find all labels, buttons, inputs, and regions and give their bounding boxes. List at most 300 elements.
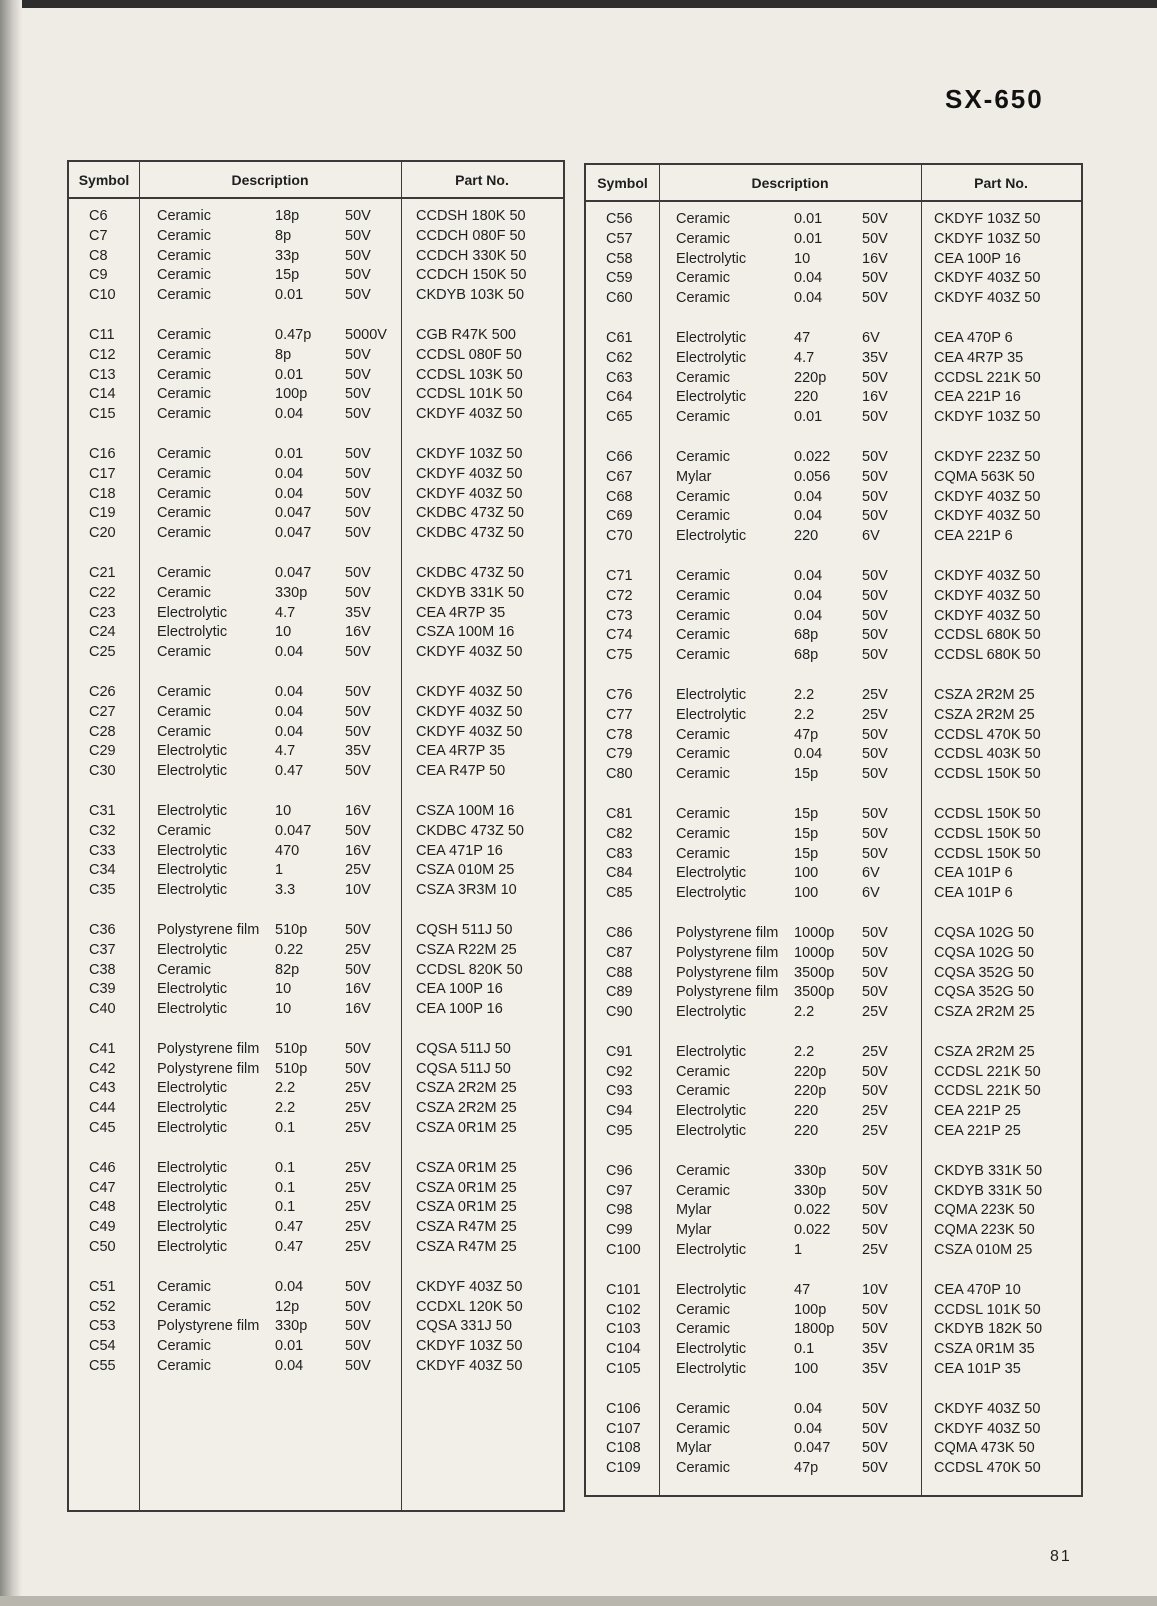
- table-body-left: [69, 199, 563, 1377]
- value-cell: 220: [794, 1123, 819, 1140]
- part-no-cell: CEA 470P 6: [934, 329, 1013, 346]
- table-row: [586, 349, 1081, 369]
- value-cell: 2.2: [275, 1080, 296, 1097]
- table-row: [586, 706, 1081, 726]
- type-cell: Ceramic: [157, 723, 211, 740]
- part-no-cell: CSZA 2R2M 25: [416, 1100, 517, 1117]
- voltage-cell: 25V: [345, 1199, 371, 1216]
- table-header: [586, 165, 1081, 202]
- value-cell: 1800p: [794, 1321, 835, 1338]
- voltage-cell: 50V: [345, 346, 371, 363]
- part-no-cell: CSZA 2R2M 25: [934, 686, 1035, 703]
- symbol-cell: C91: [606, 1043, 633, 1060]
- value-cell: 2.2: [794, 1043, 815, 1060]
- part-no-cell: CCDCH 150K 50: [416, 267, 527, 284]
- part-no-cell: CGB R47K 500: [416, 326, 516, 343]
- part-no-cell: CQSA 331J 50: [416, 1318, 512, 1335]
- voltage-cell: 50V: [862, 290, 888, 307]
- part-no-cell: CKDYF 403Z 50: [416, 1358, 523, 1375]
- symbol-cell: C44: [89, 1100, 116, 1117]
- voltage-cell: 50V: [345, 366, 371, 383]
- type-cell: Ceramic: [676, 448, 730, 465]
- voltage-cell: 5000V: [345, 326, 387, 343]
- symbol-cell: C11: [89, 326, 115, 343]
- value-cell: 47: [794, 1281, 811, 1298]
- type-cell: Polystyrene film: [676, 964, 779, 981]
- part-no-header: Part No.: [455, 172, 509, 188]
- table-row: [69, 1278, 563, 1298]
- table-row: [586, 1182, 1081, 1202]
- type-cell: Ceramic: [157, 406, 211, 423]
- type-cell: Electrolytic: [676, 1361, 747, 1378]
- row-group: [586, 1400, 1081, 1479]
- symbol-cell: C12: [89, 346, 116, 363]
- value-cell: 47: [794, 329, 811, 346]
- table-row: [69, 842, 563, 862]
- table-row: [69, 227, 563, 247]
- type-cell: Electrolytic: [676, 706, 747, 723]
- type-cell: Polystyrene film: [676, 924, 779, 941]
- table-row: [586, 1122, 1081, 1142]
- type-cell: Electrolytic: [157, 1001, 228, 1018]
- table-row: [69, 485, 563, 505]
- table-row: [69, 1218, 563, 1238]
- symbol-cell: C108: [606, 1440, 641, 1457]
- type-cell: Ceramic: [157, 465, 211, 482]
- type-cell: Ceramic: [676, 766, 730, 783]
- type-cell: Ceramic: [676, 230, 730, 247]
- type-cell: Electrolytic: [157, 1219, 228, 1236]
- table-row: [69, 504, 563, 524]
- part-no-cell: CKDYB 103K 50: [416, 287, 525, 304]
- row-group: [586, 567, 1081, 666]
- symbol-cell: C88: [606, 964, 633, 981]
- part-no-cell: CCDSL 221K 50: [934, 1083, 1041, 1100]
- part-no-cell: CEA 221P 16: [934, 389, 1021, 406]
- symbol-cell: C92: [606, 1063, 633, 1080]
- type-cell: Electrolytic: [676, 1341, 747, 1358]
- value-cell: 0.04: [794, 607, 823, 624]
- part-no-cell: CKDYF 403Z 50: [934, 488, 1041, 505]
- voltage-cell: 50V: [345, 1060, 371, 1077]
- symbol-cell: C28: [89, 723, 116, 740]
- value-cell: 510p: [275, 921, 308, 938]
- voltage-cell: 50V: [345, 1298, 371, 1315]
- value-cell: 0.01: [275, 287, 304, 304]
- table-row: [69, 623, 563, 643]
- part-no-cell: CKDYF 403Z 50: [934, 508, 1041, 525]
- table-row: [69, 1337, 563, 1357]
- table-row: [69, 604, 563, 624]
- type-cell: Polystyrene film: [157, 921, 260, 938]
- voltage-cell: 50V: [862, 984, 888, 1001]
- value-cell: 33p: [275, 247, 300, 264]
- type-cell: Ceramic: [676, 290, 730, 307]
- symbol-cell: C82: [606, 825, 633, 842]
- table-row: [69, 445, 563, 465]
- value-cell: 220p: [794, 369, 827, 386]
- part-no-cell: CEA 470P 10: [934, 1281, 1021, 1298]
- voltage-cell: 50V: [345, 703, 371, 720]
- table-row: [69, 1119, 563, 1139]
- table-row: [69, 643, 563, 663]
- type-cell: Electrolytic: [676, 250, 747, 267]
- type-cell: Ceramic: [676, 726, 730, 743]
- type-cell: Ceramic: [157, 326, 211, 343]
- table-row: [69, 881, 563, 901]
- voltage-cell: 10V: [345, 882, 371, 899]
- type-cell: Electrolytic: [157, 802, 228, 819]
- voltage-cell: 25V: [862, 1242, 888, 1259]
- symbol-cell: C18: [89, 485, 116, 502]
- symbol-cell: C22: [89, 584, 116, 601]
- table-row: [69, 921, 563, 941]
- part-no-cell: CSZA 0R1M 25: [416, 1120, 517, 1137]
- value-cell: 2.2: [794, 1004, 815, 1021]
- symbol-cell: C66: [606, 448, 633, 465]
- symbol-cell: C106: [606, 1400, 641, 1417]
- symbol-cell: C67: [606, 468, 633, 485]
- value-cell: 3.3: [275, 882, 296, 899]
- value-cell: 100p: [275, 386, 308, 403]
- row-group: [69, 326, 563, 425]
- value-cell: 1000p: [794, 944, 835, 961]
- voltage-cell: 50V: [345, 1040, 371, 1057]
- table-row: [69, 247, 563, 267]
- voltage-cell: 50V: [345, 227, 371, 244]
- voltage-cell: 16V: [345, 802, 371, 819]
- table-row: [586, 1400, 1081, 1420]
- voltage-cell: 10V: [862, 1281, 888, 1298]
- table-row: [586, 1082, 1081, 1102]
- table-body-right: [586, 202, 1081, 1479]
- table-row: [586, 924, 1081, 944]
- symbol-cell: C81: [606, 805, 633, 822]
- voltage-cell: 50V: [862, 1400, 888, 1417]
- value-cell: 100: [794, 885, 819, 902]
- voltage-cell: 50V: [862, 1420, 888, 1437]
- row-group: [586, 1281, 1081, 1380]
- table-row: [586, 983, 1081, 1003]
- part-no-cell: CKDYF 103Z 50: [416, 445, 523, 462]
- voltage-cell: 50V: [862, 1460, 888, 1477]
- voltage-cell: 50V: [862, 964, 888, 981]
- voltage-cell: 50V: [862, 1321, 888, 1338]
- value-cell: 10: [275, 1001, 292, 1018]
- part-no-cell: CEA R47P 50: [416, 763, 506, 780]
- value-cell: 0.01: [275, 366, 304, 383]
- symbol-cell: C101: [606, 1281, 641, 1298]
- part-no-cell: CKDYF 403Z 50: [934, 607, 1041, 624]
- part-no-cell: CEA 4R7P 35: [934, 349, 1024, 366]
- voltage-cell: 25V: [862, 1123, 888, 1140]
- voltage-cell: 50V: [862, 1083, 888, 1100]
- symbol-cell: C70: [606, 528, 633, 545]
- voltage-cell: 50V: [862, 1162, 888, 1179]
- table-row: [69, 326, 563, 346]
- part-no-cell: CQSH 511J 50: [416, 921, 513, 938]
- table-row: [586, 1162, 1081, 1182]
- type-cell: Electrolytic: [676, 885, 747, 902]
- value-cell: 4.7: [794, 349, 815, 366]
- symbol-cell: C102: [606, 1301, 641, 1318]
- table-row: [586, 329, 1081, 349]
- value-cell: 8p: [275, 227, 292, 244]
- type-cell: Ceramic: [157, 703, 211, 720]
- value-cell: 0.056: [794, 468, 831, 485]
- symbol-cell: C109: [606, 1460, 641, 1477]
- value-cell: 0.04: [275, 1278, 304, 1295]
- symbol-cell: C71: [606, 567, 633, 584]
- type-cell: Electrolytic: [157, 862, 228, 879]
- voltage-cell: 50V: [862, 587, 888, 604]
- type-cell: Electrolytic: [676, 1043, 747, 1060]
- table-row: [69, 723, 563, 743]
- symbol-cell: C46: [89, 1159, 116, 1176]
- table-row: [586, 745, 1081, 765]
- part-no-cell: CEA 101P 6: [934, 885, 1013, 902]
- table-row: [586, 884, 1081, 904]
- type-cell: Electrolytic: [676, 528, 747, 545]
- value-cell: 220: [794, 1103, 819, 1120]
- part-no-cell: CSZA 0R1M 25: [416, 1159, 517, 1176]
- voltage-cell: 50V: [345, 763, 371, 780]
- voltage-cell: 50V: [862, 805, 888, 822]
- symbol-cell: C94: [606, 1103, 633, 1120]
- part-no-cell: CCDXL 120K 50: [416, 1298, 523, 1315]
- type-cell: Mylar: [676, 468, 712, 485]
- symbol-cell: C74: [606, 627, 633, 644]
- table-row: [586, 646, 1081, 666]
- value-cell: 330p: [275, 584, 308, 601]
- type-cell: Electrolytic: [157, 882, 228, 899]
- table-row: [586, 250, 1081, 270]
- symbol-cell: C97: [606, 1182, 633, 1199]
- symbol-cell: C27: [89, 703, 116, 720]
- value-cell: 15p: [794, 825, 819, 842]
- type-cell: Electrolytic: [676, 1004, 747, 1021]
- table-row: [586, 448, 1081, 468]
- voltage-cell: 50V: [345, 208, 371, 224]
- part-no-cell: CSZA R22M 25: [416, 941, 517, 958]
- part-no-cell: CCDSL 221K 50: [934, 369, 1041, 386]
- voltage-cell: 50V: [862, 1222, 888, 1239]
- voltage-cell: 16V: [345, 624, 371, 641]
- symbol-cell: C95: [606, 1123, 633, 1140]
- table-row: [69, 1238, 563, 1258]
- voltage-cell: 50V: [862, 1182, 888, 1199]
- voltage-cell: 50V: [862, 369, 888, 386]
- symbol-cell: C45: [89, 1120, 116, 1137]
- symbol-cell: C37: [89, 941, 116, 958]
- voltage-cell: 25V: [862, 706, 888, 723]
- table-row: [586, 1420, 1081, 1440]
- type-cell: Ceramic: [676, 369, 730, 386]
- table-row: [69, 1159, 563, 1179]
- table-row: [69, 980, 563, 1000]
- value-cell: 8p: [275, 346, 292, 363]
- part-no-cell: CEA 471P 16: [416, 842, 503, 859]
- part-no-cell: CKDYF 403Z 50: [416, 644, 523, 661]
- voltage-cell: 50V: [862, 1301, 888, 1318]
- symbol-cell: C56: [606, 211, 633, 227]
- value-cell: 0.47: [275, 1239, 304, 1256]
- part-no-cell: CQMA 563K 50: [934, 468, 1035, 485]
- type-cell: Ceramic: [676, 627, 730, 644]
- part-no-cell: CKDYB 331K 50: [416, 584, 525, 601]
- description-header: Description: [231, 172, 309, 188]
- table-row: [586, 388, 1081, 408]
- parts-table-left: [67, 160, 565, 1512]
- part-no-cell: CQSA 511J 50: [416, 1060, 511, 1077]
- symbol-cell: C36: [89, 921, 116, 938]
- row-group: [69, 1278, 563, 1377]
- value-cell: 68p: [794, 627, 819, 644]
- symbol-cell: C72: [606, 587, 633, 604]
- type-cell: Mylar: [676, 1440, 712, 1457]
- table-row: [586, 1221, 1081, 1241]
- symbol-cell: C100: [606, 1242, 641, 1259]
- voltage-cell: 50V: [345, 267, 371, 284]
- value-cell: 0.04: [794, 1400, 823, 1417]
- part-no-cell: CKDYB 331K 50: [934, 1162, 1043, 1179]
- voltage-cell: 50V: [345, 485, 371, 502]
- table-row: [586, 1201, 1081, 1221]
- parts-table-right: [584, 163, 1083, 1497]
- type-cell: Electrolytic: [157, 1159, 228, 1176]
- voltage-cell: 50V: [345, 1358, 371, 1375]
- part-no-cell: CKDBC 473Z 50: [416, 822, 524, 839]
- row-group: [69, 921, 563, 1020]
- symbol-cell: C62: [606, 349, 633, 366]
- part-no-cell: CSZA 2R2M 25: [934, 706, 1035, 723]
- symbol-cell: C17: [89, 465, 116, 482]
- part-no-cell: CKDYF 403Z 50: [416, 406, 523, 423]
- voltage-cell: 35V: [345, 604, 371, 621]
- row-group: [69, 564, 563, 663]
- part-no-cell: CCDCH 330K 50: [416, 247, 527, 264]
- table-row: [69, 366, 563, 386]
- part-no-cell: CCDSL 101K 50: [416, 386, 523, 403]
- table-row: [586, 1063, 1081, 1083]
- value-cell: 0.047: [275, 564, 312, 581]
- value-cell: 4.7: [275, 743, 296, 760]
- part-no-cell: CKDYF 403Z 50: [416, 723, 523, 740]
- voltage-cell: 25V: [345, 1120, 371, 1137]
- symbol-cell: C77: [606, 706, 633, 723]
- type-cell: Ceramic: [157, 683, 211, 700]
- value-cell: 15p: [794, 805, 819, 822]
- symbol-cell: C32: [89, 822, 116, 839]
- part-no-cell: CCDCH 080F 50: [416, 227, 526, 244]
- value-cell: 1: [794, 1242, 803, 1259]
- voltage-cell: 50V: [862, 448, 888, 465]
- part-no-cell: CKDBC 473Z 50: [416, 525, 524, 542]
- symbol-cell: C38: [89, 961, 116, 978]
- type-cell: Ceramic: [157, 227, 211, 244]
- value-cell: 0.04: [275, 485, 304, 502]
- table-row: [69, 1040, 563, 1060]
- table-row: [586, 1281, 1081, 1301]
- symbol-cell: C33: [89, 842, 116, 859]
- table-row: [69, 266, 563, 286]
- voltage-cell: 50V: [345, 921, 371, 938]
- symbol-header: Symbol: [597, 175, 648, 191]
- table-row: [69, 1357, 563, 1377]
- voltage-cell: 50V: [862, 726, 888, 743]
- symbol-cell: C63: [606, 369, 633, 386]
- part-no-cell: CKDYB 331K 50: [934, 1182, 1043, 1199]
- value-cell: 330p: [794, 1182, 827, 1199]
- part-no-cell: CSZA 010M 25: [416, 862, 515, 879]
- symbol-cell: C85: [606, 885, 633, 902]
- voltage-cell: 50V: [345, 1338, 371, 1355]
- type-cell: Ceramic: [676, 1301, 730, 1318]
- voltage-cell: 50V: [345, 287, 371, 304]
- value-cell: 0.1: [275, 1179, 296, 1196]
- value-cell: 15p: [794, 766, 819, 783]
- voltage-cell: 35V: [862, 349, 888, 366]
- value-cell: 0.1: [794, 1341, 815, 1358]
- voltage-cell: 50V: [862, 924, 888, 941]
- symbol-cell: C57: [606, 230, 633, 247]
- value-cell: 1000p: [794, 924, 835, 941]
- voltage-cell: 50V: [862, 944, 888, 961]
- type-cell: Ceramic: [157, 961, 211, 978]
- row-group: [586, 686, 1081, 785]
- type-cell: Ceramic: [676, 825, 730, 842]
- voltage-cell: 50V: [345, 406, 371, 423]
- value-cell: 470: [275, 842, 300, 859]
- type-cell: Ceramic: [676, 1321, 730, 1338]
- row-group: [69, 445, 563, 544]
- voltage-cell: 50V: [862, 766, 888, 783]
- voltage-cell: 50V: [862, 1063, 888, 1080]
- table-row: [586, 626, 1081, 646]
- type-cell: Electrolytic: [157, 604, 228, 621]
- type-cell: Ceramic: [676, 1063, 730, 1080]
- value-cell: 220: [794, 389, 819, 406]
- voltage-cell: 6V: [862, 329, 880, 346]
- symbol-cell: C6: [89, 208, 108, 224]
- part-no-cell: CKDYB 182K 50: [934, 1321, 1043, 1338]
- part-no-cell: CQSA 352G 50: [934, 964, 1034, 981]
- symbol-cell: C51: [89, 1278, 116, 1295]
- voltage-cell: 25V: [345, 862, 371, 879]
- type-cell: Ceramic: [676, 1400, 730, 1417]
- part-no-cell: CQMA 223K 50: [934, 1202, 1035, 1219]
- value-cell: 0.04: [794, 488, 823, 505]
- symbol-cell: C20: [89, 525, 116, 542]
- table-row: [586, 567, 1081, 587]
- type-cell: Ceramic: [157, 505, 211, 522]
- symbol-cell: C84: [606, 865, 633, 882]
- type-cell: Electrolytic: [157, 981, 228, 998]
- type-cell: Ceramic: [676, 567, 730, 584]
- symbol-cell: C79: [606, 746, 633, 763]
- symbol-cell: C47: [89, 1179, 116, 1196]
- voltage-cell: 25V: [345, 1100, 371, 1117]
- symbol-cell: C35: [89, 882, 116, 899]
- value-cell: 1: [275, 862, 284, 879]
- part-no-cell: CSZA 2R2M 25: [416, 1080, 517, 1097]
- value-cell: 0.04: [275, 465, 304, 482]
- part-no-cell: CKDYF 403Z 50: [934, 567, 1041, 584]
- type-cell: Ceramic: [676, 409, 730, 426]
- part-no-cell: CCDSL 103K 50: [416, 366, 523, 383]
- table-row: [69, 683, 563, 703]
- value-cell: 100: [794, 1361, 819, 1378]
